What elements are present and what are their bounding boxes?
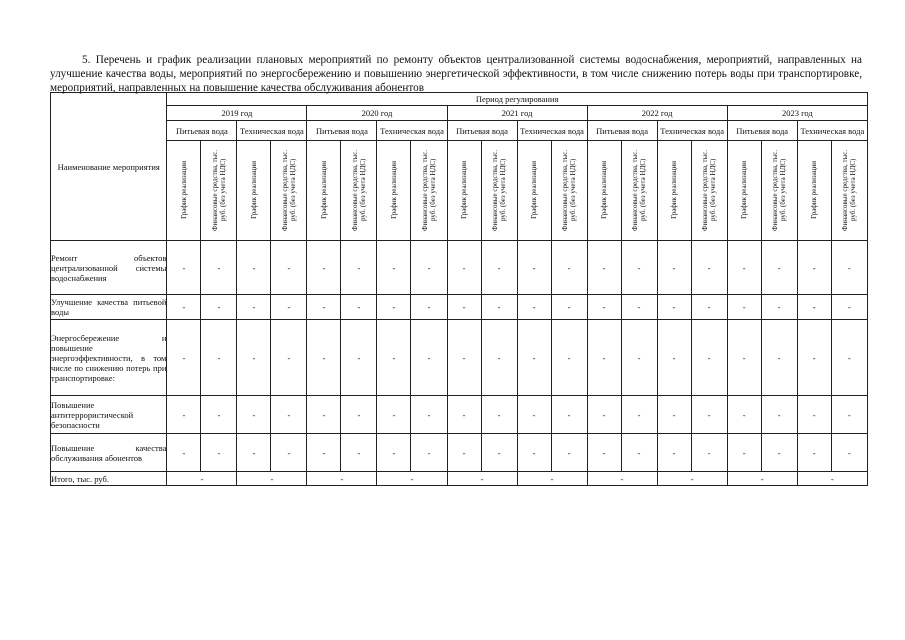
table-cell: - [411,295,447,320]
col-header-finance: Финансовые средства, тыс. руб. (без учета НДС) [621,141,657,241]
table-cell: - [831,434,867,472]
table-cell: - [691,396,727,434]
table-cell: - [621,295,657,320]
col-header-finance: Финансовые средства, тыс. руб. (без учета НДС) [481,141,517,241]
table-cell: - [167,241,201,295]
table-cell: - [167,434,201,472]
period-header: Период регулирования [167,93,868,106]
col-header-schedule: График реализации [657,141,691,241]
col-header-finance: Финансовые средства, тыс. руб. (без учета НДС) [341,141,377,241]
table-cell: - [201,320,237,396]
col-header-schedule: График реализации [307,141,341,241]
table-cell: - [237,396,271,434]
table-cell: - [831,295,867,320]
years-row [51,106,868,121]
table-cell: - [377,434,411,472]
table-cell: - [621,241,657,295]
col-header-schedule: График реализации [167,141,201,241]
row-name: Энергосбережение и повышение энергоэффективности, в том числе по снижению потерь при транспортировке: [51,320,167,396]
row-name: Повышение антитеррористической безопасности [51,396,167,434]
table-body [51,241,868,472]
table-row [51,241,868,295]
table-cell: - [727,320,761,396]
water-type-header: Техническая вода [377,121,447,141]
table-cell: - [271,295,307,320]
total-cell: - [797,472,867,486]
year-header: 2019 год [167,106,307,121]
table-cell: - [307,241,341,295]
water-type-header: Техническая вода [237,121,307,141]
table-cell: - [761,396,797,434]
col-header-finance: Финансовые средства, тыс. руб. (без учета НДС) [271,141,307,241]
table-cell: - [761,241,797,295]
col-header-finance: Финансовые средства, тыс. руб. (без учета НДС) [831,141,867,241]
water-type-header: Питьевая вода [727,121,797,141]
table-cell: - [447,396,481,434]
table-cell: - [797,320,831,396]
plan-table [50,92,868,486]
table-cell: - [657,434,691,472]
table-cell: - [237,320,271,396]
total-cell: - [727,472,797,486]
table-cell: - [691,241,727,295]
col-header-schedule: График реализации [517,141,551,241]
table-cell: - [761,295,797,320]
table-cell: - [727,241,761,295]
table-cell: - [237,241,271,295]
table-cell: - [831,241,867,295]
water-types-row [51,121,868,141]
table-cell: - [307,434,341,472]
table-cell: - [271,434,307,472]
table-cell: - [551,320,587,396]
table-cell: - [797,295,831,320]
total-cell: - [307,472,377,486]
table-cell: - [237,434,271,472]
table-cell: - [657,295,691,320]
table-cell: - [237,295,271,320]
table-cell: - [657,396,691,434]
table-cell: - [657,320,691,396]
col-header-schedule: График реализации [727,141,761,241]
total-cell: - [517,472,587,486]
col-header-finance: Финансовые средства, тыс. руб. (без учета НДС) [551,141,587,241]
year-header: 2021 год [447,106,587,121]
table-cell: - [377,320,411,396]
total-row [51,472,868,486]
table-cell: - [587,320,621,396]
row-name: Улучшение качества питьевой воды [51,295,167,320]
table-cell: - [201,241,237,295]
total-cell: - [377,472,447,486]
row-name: Ремонт объектов централизованной системы водоснабжения [51,241,167,295]
table-cell: - [831,396,867,434]
col-header-schedule: График реализации [797,141,831,241]
table-cell: - [481,434,517,472]
row-name: Повышение качества обслуживания абонентов [51,434,167,472]
table-cell: - [831,320,867,396]
table-cell: - [411,434,447,472]
total-cell: - [167,472,237,486]
water-type-header: Техническая вода [517,121,587,141]
table-cell: - [551,241,587,295]
col-header-finance: Финансовые средства, тыс. руб. (без учета НДС) [761,141,797,241]
total-cell: - [657,472,727,486]
col-header-schedule: График реализации [587,141,621,241]
table-cell: - [691,320,727,396]
water-type-header: Питьевая вода [587,121,657,141]
table-cell: - [587,396,621,434]
col-header-schedule: График реализации [237,141,271,241]
table-cell: - [797,241,831,295]
table-cell: - [167,396,201,434]
table-cell: - [481,241,517,295]
year-header: 2022 год [587,106,727,121]
table-row [51,396,868,434]
table-cell: - [761,434,797,472]
water-type-header: Техническая вода [657,121,727,141]
table-cell: - [271,396,307,434]
table-cell: - [341,320,377,396]
water-type-header: Техническая вода [797,121,867,141]
column-headers-row [51,141,868,241]
table-cell: - [201,396,237,434]
year-header: 2020 год [307,106,447,121]
table-cell: - [621,320,657,396]
col-header-schedule: График реализации [377,141,411,241]
table-cell: - [307,295,341,320]
table-cell: - [587,241,621,295]
total-cell: - [237,472,307,486]
table-cell: - [167,320,201,396]
table-cell: - [517,241,551,295]
table-cell: - [271,241,307,295]
table-cell: - [481,396,517,434]
table-cell: - [517,295,551,320]
year-header: 2023 год [727,106,867,121]
table-cell: - [727,295,761,320]
total-label: Итого, тыс. руб. [51,472,167,486]
table-cell: - [411,241,447,295]
table-cell: - [691,434,727,472]
water-type-header: Питьевая вода [307,121,377,141]
table-cell: - [341,241,377,295]
table-cell: - [551,295,587,320]
col-header-finance: Финансовые средства, тыс. руб. (без учета НДС) [411,141,447,241]
water-type-header: Питьевая вода [167,121,237,141]
table-cell: - [517,320,551,396]
table-cell: - [621,396,657,434]
table-cell: - [587,434,621,472]
table-cell: - [517,434,551,472]
table-cell: - [447,241,481,295]
table-cell: - [341,396,377,434]
table-cell: - [551,396,587,434]
table-cell: - [797,396,831,434]
table-cell: - [587,295,621,320]
table-cell: - [551,434,587,472]
table-cell: - [447,434,481,472]
col-header-schedule: График реализации [447,141,481,241]
table-cell: - [377,295,411,320]
table-cell: - [761,320,797,396]
table-cell: - [201,434,237,472]
total-cell: - [587,472,657,486]
table-total [51,472,868,486]
table-cell: - [307,320,341,396]
table-cell: - [481,320,517,396]
table-cell: - [341,434,377,472]
table-cell: - [517,396,551,434]
section-heading: 5. Перечень и график реализации плановых мероприятий по ремонту объектов централизованной системы водоснабжения, мероприятий, направленных на улучшение качества воды, мероприятий по энергосбережению и повышению энергетической эффективности, в том числе снижению потерь воды при транспортировке, мероприятий, направленных на повышение качества обслуживания абонентов [50,54,862,95]
table-cell: - [411,320,447,396]
table-row [51,320,868,396]
water-type-header: Питьевая вода [447,121,517,141]
table-cell: - [481,295,517,320]
table-row [51,434,868,472]
table-cell: - [271,320,307,396]
table-cell: - [167,295,201,320]
table-cell: - [657,241,691,295]
table-cell: - [691,295,727,320]
table-cell: - [341,295,377,320]
table-row [51,295,868,320]
table-cell: - [727,396,761,434]
total-cell: - [447,472,517,486]
col-header-finance: Финансовые средства, тыс. руб. (без учета НДС) [201,141,237,241]
col-header-finance: Финансовые средства, тыс. руб. (без учета НДС) [691,141,727,241]
name-header: Наименование мероприятия [51,93,167,241]
table-cell: - [377,396,411,434]
table-cell: - [201,295,237,320]
table-cell: - [307,396,341,434]
table-cell: - [621,434,657,472]
table-cell: - [377,241,411,295]
table-cell: - [411,396,447,434]
table-cell: - [797,434,831,472]
table-cell: - [447,295,481,320]
table-cell: - [727,434,761,472]
table-cell: - [447,320,481,396]
